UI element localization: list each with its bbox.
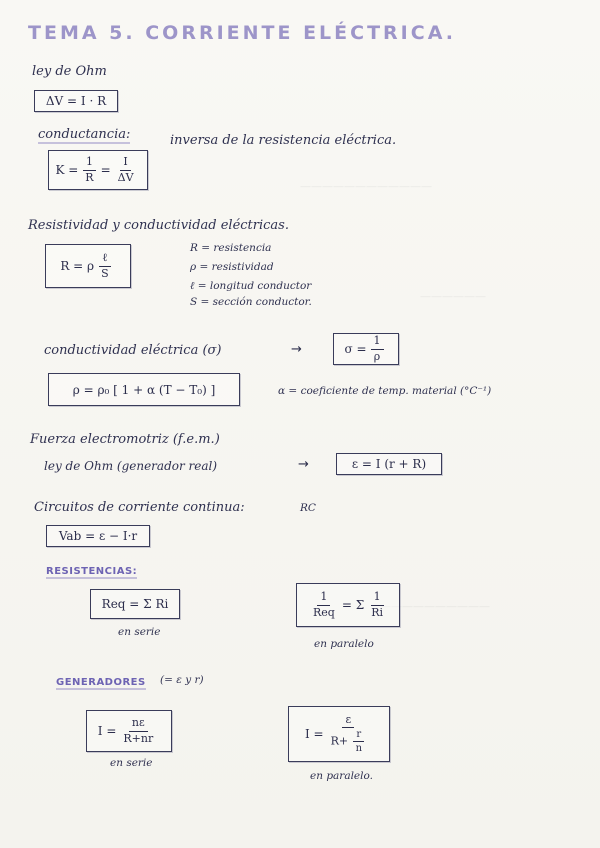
generadores-serie-frac	[120, 717, 156, 744]
resistencias-par-den: Req	[312, 605, 335, 619]
page-title: TEMA 5. CORRIENTE ELÉCTRICA.	[28, 22, 456, 44]
fem-arrow: →	[298, 457, 309, 472]
conductancia-desc: inversa de la resistencia eléctrica.	[170, 133, 397, 148]
resistividad-formula-box	[45, 244, 131, 288]
temperatura-formula: ρ = ρ₀ [ 1 + α (T − T₀) ]	[72, 382, 216, 397]
legend-resistencia: R = resistencia	[190, 242, 272, 254]
generadores-par-frac	[328, 714, 369, 754]
temperatura-note: α = coeficiente de temp. material (°C⁻¹)	[278, 385, 492, 397]
circuitos-formula: Vab = ε − I·r	[58, 529, 138, 543]
bleed-through-text: ——————	[420, 290, 486, 303]
conductividad-arrow: →	[291, 342, 302, 357]
conductancia-frac-1	[82, 156, 96, 183]
circuitos-tag: RC	[300, 502, 316, 514]
resistencias-par-frac-1	[310, 591, 338, 618]
generadores-label-text: GENERADORES	[56, 677, 146, 688]
resistencias-paralelo-box	[296, 583, 400, 627]
conductividad-formula-box	[333, 333, 399, 365]
generadores-note: (= ε y r)	[160, 674, 204, 686]
resistencias-serie-box	[90, 589, 180, 619]
generadores-par-lhs: I =	[304, 727, 324, 741]
generadores-par-den-a: R+	[330, 734, 349, 748]
resistencias-par-eq: = Σ	[341, 598, 365, 612]
fem-formula-box	[336, 453, 442, 475]
resistencias-paralelo-caption: en paralelo	[314, 638, 374, 650]
resistencias-serie-caption: en serie	[118, 626, 161, 638]
conductividad-frac	[371, 335, 384, 362]
conductancia-num-1: 1	[83, 156, 96, 170]
resistividad-den: S	[101, 266, 109, 280]
conductancia-num-2: I	[120, 156, 130, 170]
generadores-par-den-num: r	[353, 729, 364, 742]
bleed-through-text: ——————————	[380, 600, 490, 613]
conductividad-den: ρ	[373, 349, 381, 363]
generadores-serie-caption: en serie	[110, 757, 153, 769]
circuitos-formula-box	[46, 525, 150, 547]
resistividad-num: ℓ	[99, 252, 110, 266]
legend-resistividad: ρ = resistividad	[190, 261, 274, 273]
resistencias-par-num: 1	[317, 591, 330, 605]
generadores-par-den-den: n	[355, 743, 363, 755]
conductancia-label	[38, 127, 130, 142]
conductancia-formula-box	[48, 150, 148, 190]
legend-longitud: ℓ = longitud conductor	[190, 280, 312, 292]
bleed-through-text: ————————————	[300, 180, 432, 193]
generadores-serie-box	[86, 710, 172, 752]
generadores-paralelo-box	[288, 706, 390, 762]
ohm-formula-box	[34, 90, 118, 112]
resistencias-label	[46, 566, 137, 577]
generadores-paralelo-caption: en paralelo.	[310, 770, 373, 782]
resistencias-par-frac-2	[368, 591, 386, 618]
conductancia-label-text: conductancia:	[38, 127, 131, 142]
conductividad-lhs: σ =	[344, 342, 367, 356]
conductancia-den-2: ΔV	[117, 170, 134, 184]
conductancia-frac-2	[115, 156, 137, 183]
conductividad-label: conductividad eléctrica (σ)	[44, 343, 222, 358]
resistividad-lhs: R = ρ	[60, 259, 95, 273]
conductancia-den-1: R	[85, 170, 94, 184]
generadores-par-den-frac	[353, 729, 365, 754]
fem-sub: ley de Ohm (generador real)	[44, 459, 218, 473]
ohm-formula: ΔV = I · R	[45, 94, 107, 108]
conductancia-lhs: K =	[55, 163, 79, 177]
legend-seccion: S = sección conductor.	[190, 296, 312, 308]
fem-heading: Fuerza electromotriz (f.e.m.)	[30, 432, 220, 447]
conductancia-eq: =	[100, 163, 111, 177]
generadores-serie-den: R+nr	[123, 731, 154, 745]
circuitos-heading: Circuitos de corriente continua:	[34, 500, 245, 515]
generadores-serie-num: nε	[129, 717, 148, 731]
conductividad-num: 1	[371, 335, 384, 349]
resistividad-frac	[98, 252, 112, 279]
resistencias-par-den-2: Ri	[371, 605, 383, 619]
resistencias-par-num-2: 1	[371, 591, 384, 605]
ohm-heading: ley de Ohm	[32, 64, 107, 79]
generadores-par-num: ε	[342, 714, 354, 728]
generadores-serie-lhs: I =	[97, 724, 117, 738]
temperatura-formula-box	[48, 373, 240, 406]
generadores-par-den	[328, 728, 369, 754]
resistencias-label-text: RESISTENCIAS:	[46, 566, 138, 577]
resistencias-serie-formula: Req = Σ Ri	[101, 597, 169, 611]
generadores-label	[56, 677, 146, 688]
resistividad-heading: Resistividad y conductividad eléctricas.	[28, 218, 289, 233]
fem-formula: ε = I (r + R)	[351, 457, 427, 471]
